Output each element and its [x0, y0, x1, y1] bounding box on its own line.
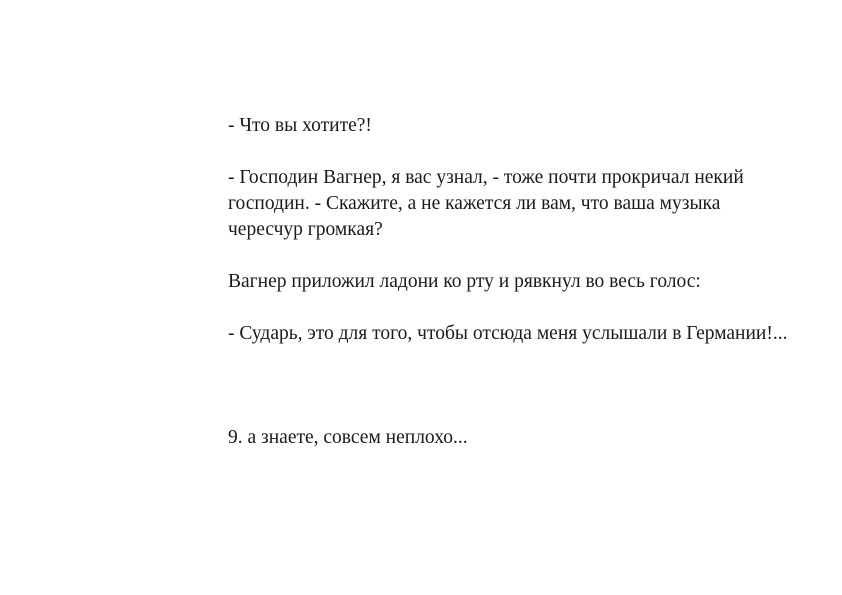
document-body [228, 113, 788, 477]
paragraph-question: - Что вы хотите?! [228, 115, 372, 136]
section-spacer [228, 373, 788, 425]
numbered-line: 9. а знаете, совсем неплохо... [228, 427, 468, 448]
paragraph-wagner-reply: - Сударь, это для того, чтобы отсюда меня услышали в Германии!... [228, 323, 788, 344]
paragraph-wagner-action: Вагнер приложил ладони ко рту и рявкнул во весь голос: [228, 271, 701, 292]
paragraph-gentleman-speech: - Господин Вагнер, я вас узнал, - тоже почти прокричал некий господин. - Скажите, а не кажется ли вам, что ваша музыка чересчур громкая? [228, 167, 744, 240]
